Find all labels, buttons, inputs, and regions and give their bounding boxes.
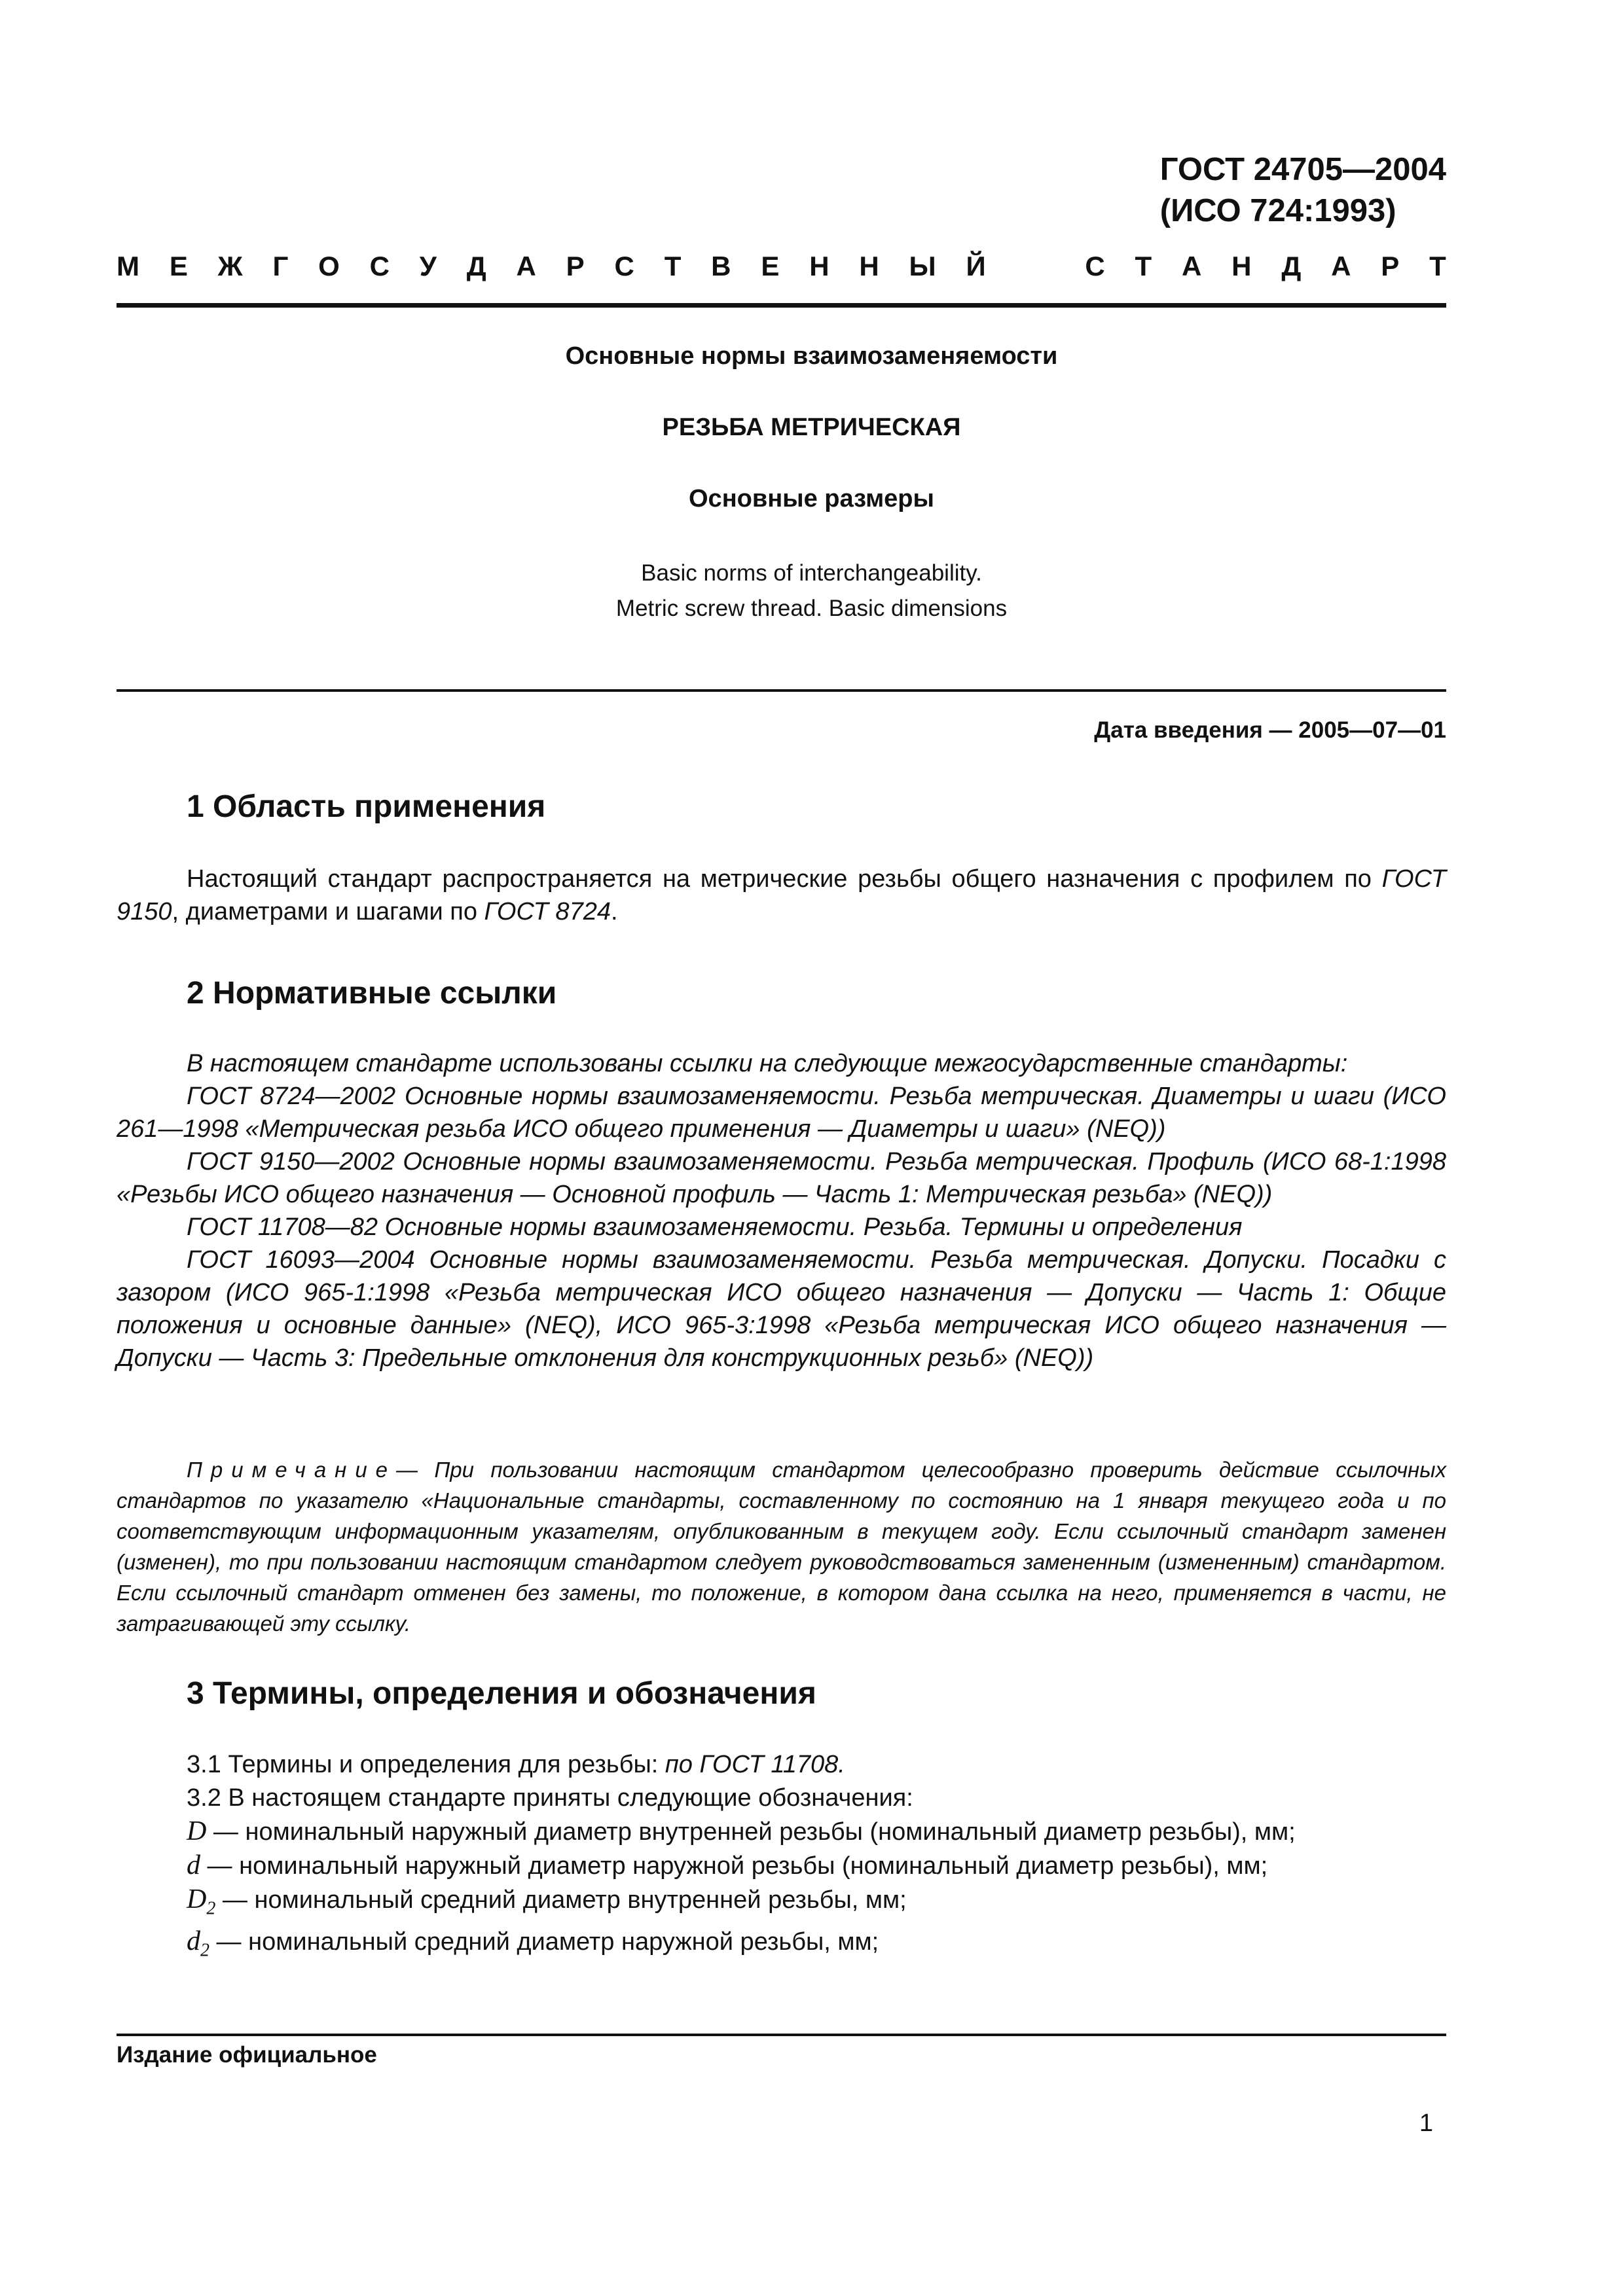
title-english-line-2: Metric screw thread. Basic dimensions <box>615 596 1008 621</box>
symbol: D <box>187 1816 207 1846</box>
intro-date: Дата введения — 2005—07—01 <box>1094 717 1446 743</box>
iso-number: (ИСО 724:1993) <box>1159 193 1396 228</box>
banner-letter: С <box>369 251 390 281</box>
banner-letter: Е <box>761 251 780 281</box>
header-rule <box>117 303 1446 308</box>
symbol: $d_2$ <box>187 1926 210 1961</box>
title-rule <box>117 689 1446 692</box>
banner-letter: О <box>318 251 340 281</box>
banner-letter: А <box>1181 251 1202 281</box>
symbol: $D_2$ <box>187 1884 216 1919</box>
banner-letter: Т <box>664 251 682 281</box>
title-english-line-1: Basic norms of interchangeability. <box>641 560 982 586</box>
reference-item: ГОСТ 16093—2004 Основные нормы взаимозаменяемости. Резьба метрическая. Допуски. Посадки с зазором (ИСО 965-1:1998 «Резьба метрическая ИСО общего назначения — Допуски — Часть 1: Общие положения и основные данные» (NEQ), ИСО 965-3:1998 «Резьба метрическая ИСО общего назначения — Допуски — Часть 3: Предельные отклонения для конструкционных резьб» (NEQ)) <box>117 1246 1446 1372</box>
title-main: РЕЗЬБА МЕТРИЧЕСКАЯ <box>662 414 961 441</box>
references-intro: В настоящем стандарте использованы ссылки на следующие межгосударственные стандарты: <box>187 1050 1348 1077</box>
symbol: d <box>187 1850 200 1880</box>
section-3-content <box>117 1748 1446 1967</box>
banner-letter: У <box>419 251 437 281</box>
banner-letter: Р <box>566 251 585 281</box>
banner-letter: Е <box>169 251 188 281</box>
banner-letter: Ы <box>909 251 936 281</box>
section-3-heading: 3 Термины, определения и обозначения <box>187 1676 816 1711</box>
title-english <box>0 556 1623 626</box>
banner-letter: Д <box>1281 251 1302 281</box>
document-code <box>1160 149 1446 232</box>
banner-letter: Й <box>966 251 986 281</box>
banner-letter: Д <box>466 251 486 281</box>
interstate-standard-banner <box>117 251 1446 282</box>
page-number: 1 <box>1419 2109 1433 2137</box>
symbol-definition: $d_2$ — номинальный средний диаметр наружной резьбы, мм; <box>187 1926 879 1961</box>
banner-letter: С <box>1085 251 1105 281</box>
section-1-text: Настоящий стандарт распространяется на метрические резьбы общего назначения с профилем по ГОСТ 9150, диаметрами и шагами по ГОСТ 8724. <box>117 865 1446 925</box>
section-2-references <box>117 1047 1446 1374</box>
reference-item: ГОСТ 11708—82 Основные нормы взаимозаменяемости. Резьба. Термины и определения <box>187 1213 1243 1241</box>
banner-letter: Г <box>272 251 289 281</box>
footer-rule <box>117 2034 1446 2036</box>
reference-gost-8724: ГОСТ 8724 <box>484 898 611 925</box>
banner-word-gap <box>1016 251 1055 282</box>
banner-letter: Ж <box>217 251 243 281</box>
banner-letter: Т <box>1429 251 1446 281</box>
banner-letter: Р <box>1381 251 1400 281</box>
gost-number: ГОСТ 24705—2004 <box>1159 152 1446 187</box>
term-item-3-1: 3.1 Термины и определения для резьбы: по ГОСТ 11708. <box>187 1751 845 1778</box>
banner-letter: А <box>516 251 536 281</box>
reference-item: ГОСТ 8724—2002 Основные нормы взаимозаменяемости. Резьба метрическая. Диаметры и шаги (ИСО 261—1998 «Метрическая резьба ИСО общего применения — Диаметры и шаги» (NEQ)) <box>117 1083 1446 1143</box>
reference-gost-11708: по ГОСТ 11708. <box>665 1751 845 1778</box>
term-item-3-2: 3.2 В настоящем стандарте приняты следующие обозначения: <box>187 1784 913 1812</box>
note-text: — При пользовании настоящим стандартом целесообразно проверить действие ссылочных стандартов по указателю «Национальные стандарты, составленному по состоянию на 1 января текущего года и по соответствующим информационным указателям, опубликованным в текущем году. Если ссылочный стандарт заменен (изменен), то при пользовании настоящим стандартом следует руководствоваться замененным (измененным) стандартом. Если ссылочный стандарт отменен без замены, то положение, в котором дана ссылка на него, применяется в части, не затрагивающей эту ссылку. <box>117 1458 1446 1636</box>
symbol-definition: d — номинальный наружный диаметр наружной резьбы (номинальный диаметр резьбы), мм; <box>187 1850 1268 1880</box>
edition-label: Издание официальное <box>117 2042 377 2068</box>
banner-letter: М <box>117 251 139 281</box>
references-note <box>117 1454 1446 1639</box>
reference-item: ГОСТ 9150—2002 Основные нормы взаимозаменяемости. Резьба метрическая. Профиль (ИСО 68-1:1998 «Резьбы ИСО общего назначения — Основной профиль — Часть 1: Метрическая резьба» (NEQ)) <box>117 1148 1446 1208</box>
banner-letter: Н <box>1231 251 1252 281</box>
reference-gost-9150: ГОСТ 9150 <box>117 865 1446 925</box>
section-2-heading: 2 Нормативные ссылки <box>187 976 557 1011</box>
title-sub: Основные размеры <box>689 485 934 512</box>
symbol-definition: D — номинальный наружный диаметр внутренней резьбы (номинальный диаметр резьбы), мм; <box>187 1816 1296 1846</box>
title-group: Основные нормы взаимозаменяемости <box>565 342 1058 370</box>
banner-letter: Н <box>859 251 879 281</box>
banner-letter: А <box>1331 251 1351 281</box>
banner-letter: Н <box>809 251 830 281</box>
banner-letter: С <box>614 251 634 281</box>
banner-letter: В <box>711 251 731 281</box>
symbol-definition: $D_2$ — номинальный средний диаметр внутренней резьбы, мм; <box>187 1884 907 1919</box>
note-label: Примечание <box>187 1458 397 1482</box>
banner-letter: Т <box>1135 251 1152 281</box>
section-1-heading: 1 Область применения <box>187 789 546 824</box>
